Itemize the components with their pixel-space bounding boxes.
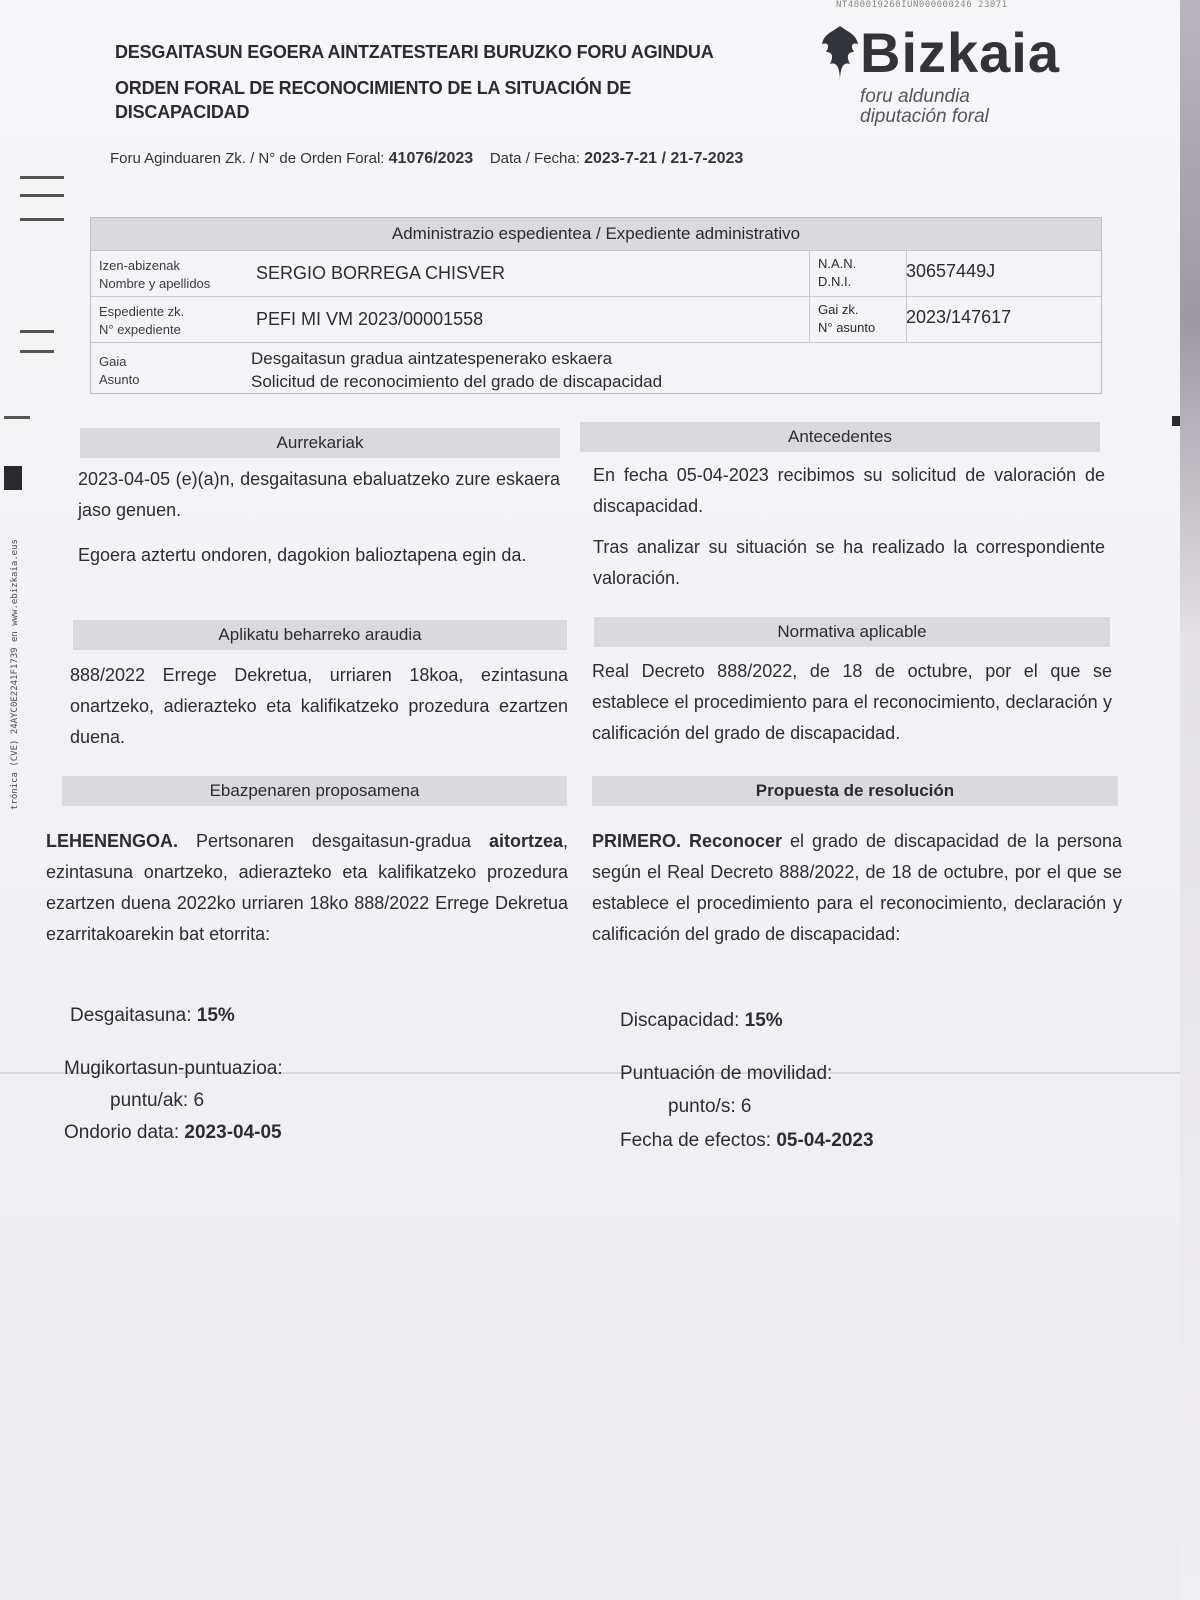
title-line-es: ORDEN FORAL DE RECONOCIMIENTO DE LA SITUACIÓN DE [115,78,632,98]
resolution-text: , ezintasuna onartzeko, adierazteko eta kalifikatzeko prozedura ezartzen duena 2022ko urriaren 18ko 888/2022 Errege Dekretua ezarritakoarekin bat etorrita: [46,831,568,944]
antecedentes-text-es [593,460,1105,594]
section-header-propuesta-es [592,776,1118,806]
mobility-label-eu: Mugikortasun-puntuazioa: [64,1058,283,1079]
effect-date-es [620,1130,874,1152]
section-header-normativa-es [594,617,1110,647]
normativa-text-eu: 888/2022 Errege Dekretua, urriaren 18koa, ezintasuna onartzeko, adierazteko eta kalifikatzeko prozedura ezartzen duena. [70,665,568,747]
asunto-label-eu: Gai zk. [818,302,859,317]
dni-label-es: D.N.I. [818,274,852,289]
normativa-text-es: Real Decreto 888/2022, de 18 de octubre, por el que se establece el procedimiento para el reconocimiento, declaración y calificación del grado de discapacidad. [592,661,1112,743]
document-title [115,40,714,124]
resolution-keyword: Reconocer [688,831,783,851]
asunto-label-es: N° asunto [818,320,876,335]
paragraph: En fecha 05-04-2023 recibimos su solicitud de valoración de discapacidad. [593,465,1105,516]
resolution-text: el grado de discapacidad de la persona según el Real Decreto 888/2022, de 18 de octubre, por el que se establece el procedimiento para el reconocimiento, declaración y calificación del grado de discapacidad: [592,831,1122,944]
name-label [99,257,210,293]
name-row [91,251,1101,297]
dni-label [809,251,907,296]
section-title: Ebazpenaren proposamena [209,781,420,800]
oak-leaf-icon [818,24,862,84]
disability-percentage-es [620,1010,783,1032]
order-number-label: Foru Aginduaren Zk. / N° de Orden Foral: [110,150,385,167]
subject-label-es: Asunto [99,372,140,387]
mobility-label-es: Puntuación de movilidad: [620,1063,833,1084]
margin-mark [20,176,64,179]
expediente-row [91,297,1101,343]
stat-label: Desgaitasuna: [70,1005,192,1026]
propuesta-text-es [592,826,1122,950]
resolution-lead: PRIMERO. [592,831,682,851]
subject-text-eu: Desgaitasun gradua aintzatespenerako eskaera [251,349,613,368]
logo-wordmark: Bizkaia [860,21,1060,84]
stat-value: 2023-04-05 [184,1122,282,1143]
dni-label-eu: N.A.N. [818,256,857,271]
disability-percentage-eu [70,1005,235,1027]
asunto-number-label [809,297,907,342]
effect-date-eu [64,1122,282,1144]
resolution-text: Pertsonaren desgaitasun-gradua [195,831,472,851]
subject-text-es: Solicitud de reconocimiento del grado de discapacidad [251,372,663,391]
order-date-label: Data / Fecha: [489,150,580,167]
section-title: Normativa aplicable [777,622,927,641]
subject-label-eu: Gaia [99,354,127,369]
dni-value: 30657449J [906,261,996,281]
order-date: 2023-7-21 / 21-7-2023 [584,150,744,167]
stat-value: 15% [196,1005,235,1026]
section-header-normativa-eu [73,620,567,650]
verification-code-stamp: trónica (CVE) 24AYC0E2241F1739 en www.ebizkaia.eus [10,539,20,810]
logo-subtitle-eu: foru aldundia [860,86,970,107]
logo-subtitle-es: diputación foral [860,106,989,127]
expediente-header: Administrazio espedientea / Expediente administrativo [91,218,1101,251]
section-title: Aurrekariak [276,433,364,452]
asunto-number: 2023/147617 [906,307,1012,327]
section-title: Aplikatu beharreko araudia [218,625,422,644]
resolution-keyword: aitortzea [488,831,563,851]
stat-label: Discapacidad: [620,1010,740,1031]
paragraph: 2023-04-05 (e)(a)n, desgaitasuna ebaluatzeko zure eskaera jaso genuen. [78,469,560,520]
stat-label: Fecha de efectos: [620,1130,772,1151]
stat-value: 15% [744,1010,783,1031]
document-code: NT480019260IUN000000246 23071 [836,0,1008,10]
section-header-antecedentes-es [580,422,1100,452]
stat-value: 05-04-2023 [776,1130,874,1151]
order-number-line [110,150,743,168]
subject-label [99,353,139,389]
bizkaia-logo [818,20,1078,130]
margin-mark [20,218,64,221]
subject-row [91,343,1101,393]
resolution-lead: LEHENENGOA. [46,831,179,851]
expediente-table [90,217,1102,394]
propuesta-text-eu [46,826,568,950]
name-label-eu: Izen-abizenak [99,258,180,273]
margin-mark [4,416,30,419]
title-line-eu: DESGAITASUN EGOERA AINTZATESTEARI BURUZKO FORU AGINDUA [115,42,714,62]
applicant-name: SERGIO BORREGA CHISVER [256,263,506,283]
antecedentes-text-eu [78,464,560,571]
order-number: 41076/2023 [388,150,474,167]
section-title: Propuesta de resolución [755,781,955,800]
paragraph: Egoera aztertu ondoren, dagokion balioztapena egin da. [78,545,527,565]
mobility-points-eu: puntu/ak: 6 [110,1090,205,1111]
section-header-antecedentes-eu [80,428,560,458]
expediente-label [99,303,184,339]
stat-label: Ondorio data: [64,1122,180,1143]
margin-mark [20,194,64,197]
expediente-label-eu: Espediente zk. [99,304,185,319]
mobility-points-es: punto/s: 6 [668,1096,752,1117]
margin-mark [1172,416,1180,426]
expediente-number: PEFI MI VM 2023/00001558 [256,309,484,329]
section-header-propuesta-eu [62,776,567,806]
paragraph: Tras analizar su situación se ha realizado la correspondiente valoración. [593,537,1105,588]
margin-mark [20,330,54,333]
section-title: Antecedentes [788,427,892,446]
subject-text [251,347,662,393]
name-label-es: Nombre y apellidos [99,276,211,291]
margin-mark [4,466,22,490]
margin-mark [20,350,54,353]
title-line-es-2: DISCAPACIDAD [115,102,250,122]
background-edge [1180,0,1200,1600]
expediente-label-es: N° expediente [99,322,181,337]
